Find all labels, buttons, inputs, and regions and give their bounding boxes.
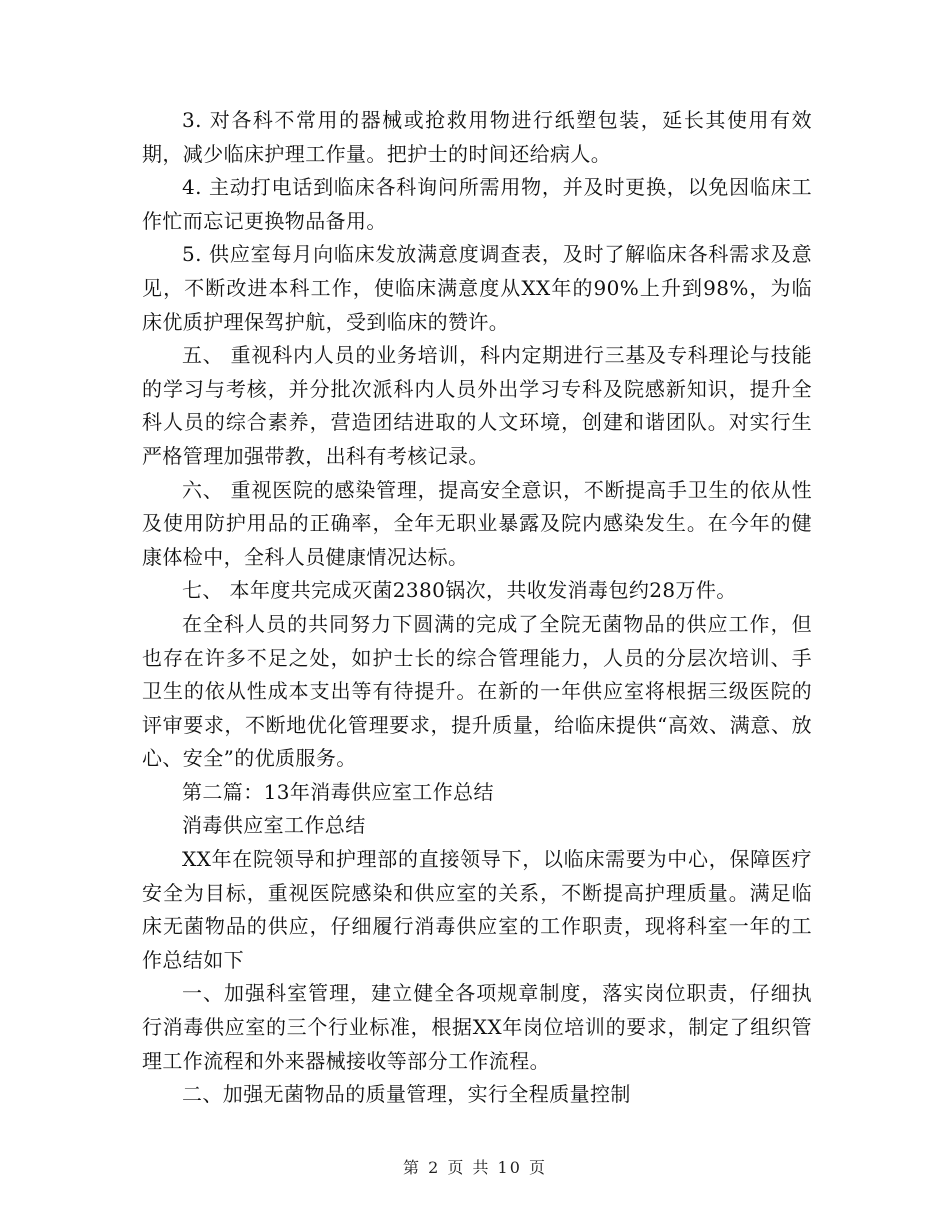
paragraph-section-5: 五、 重视科内人员的业务培训，科内定期进行三基及专科理论与技能的学习与考核，并分批次派科内人员外出学习专科及院感新知识，提升全科人员的综合素养，营造团结进取的人文环境，创建和谐团队。对实行生严格管理加强带教，出科有考核记录。 [142, 343, 812, 468]
paragraph-section-1: 一、加强科室管理，建立健全各项规章制度，落实岗位职责，仔细执行消毒供应室的三个行业标准，根据XX年岗位培训的要求，制定了组织管理工作流程和外来器械接收等部分工作流程。 [142, 981, 812, 1073]
paragraph-section-7: 七、 本年度共完成灭菌2380锅次，共收发消毒包约28万件。 [182, 578, 737, 603]
paragraph-item-3: 3. 对各科不常用的器械或抢救用物进行纸塑包装，延长其使用有效期，减少临床护理工作量。把护士的时间还给病人。 [142, 108, 812, 166]
paragraph-section-2: 二、加强无菌物品的质量管理，实行全程质量控制 [182, 1082, 631, 1107]
chapter-heading: 第二篇：13年消毒供应室工作总结 [182, 779, 494, 804]
paragraph-item-4: 4. 主动打电话到临床各科询问所需用物，并及时更换，以免因临床工作忙而忘记更换物品备用。 [142, 175, 812, 233]
paragraph-intro: XX年在院领导和护理部的直接领导下，以临床需要为中心，保障医疗安全为目标，重视医院感染和供应室的关系，不断提高护理质量。满足临床无菌物品的供应，仔细履行消毒供应室的工作职责，现将科室一年的工作总结如下 [142, 847, 812, 972]
paragraph-item-5: 5. 供应室每月向临床发放满意度调查表，及时了解临床各科需求及意见，不断改进本科工作，使临床满意度从XX年的90%上升到98%，为临床优质护理保驾护航，受到临床的赞许。 [142, 242, 812, 334]
document-body [142, 104, 812, 1112]
paragraph-conclusion: 在全科人员的共同努力下圆满的完成了全院无菌物品的供应工作，但也存在许多不足之处，如护士长的综合管理能力，人员的分层次培训、手卫生的依从性成本支出等有待提升。在新的一年供应室将根据三级医院的评审要求，不断地优化管理要求，提升质量，给临床提供“高效、满意、放心、安全”的优质服务。 [142, 611, 812, 771]
paragraph-section-6: 六、 重视医院的感染管理，提高安全意识，不断提高手卫生的依从性及使用防护用品的正确率，全年无职业暴露及院内感染发生。在今年的健康体检中，全科人员健康情况达标。 [142, 477, 812, 569]
page-number-footer: 第 2 页 共 10 页 [403, 1158, 547, 1177]
chapter-subtitle: 消毒供应室工作总结 [182, 813, 366, 838]
